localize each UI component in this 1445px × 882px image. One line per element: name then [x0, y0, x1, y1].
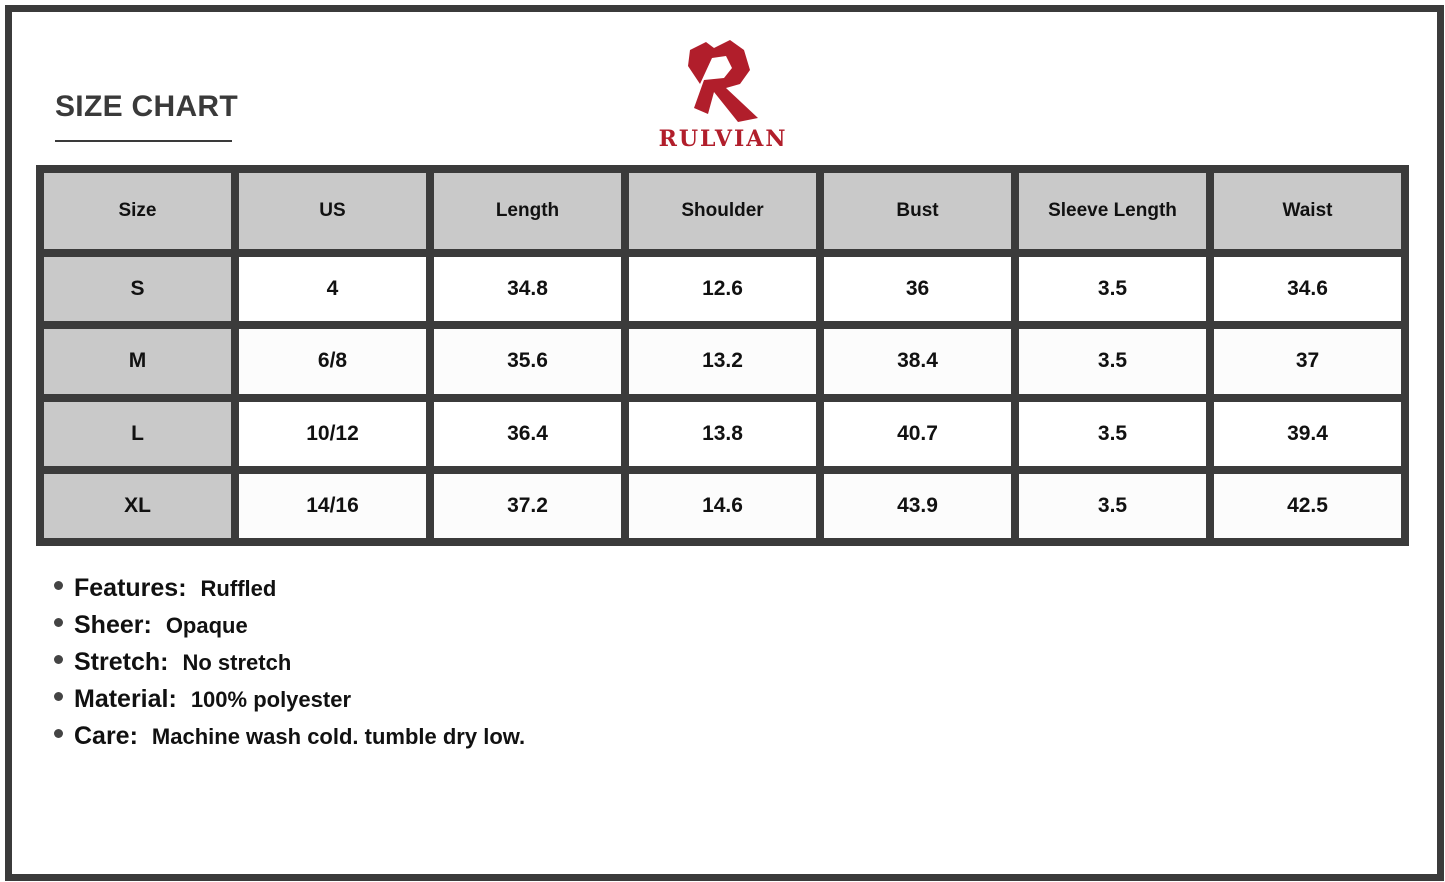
- feature-value: Machine wash cold. tumble dry low.: [151, 724, 526, 749]
- feature-value: Ruffled: [200, 576, 277, 601]
- rulvian-r-logo-icon: [684, 38, 762, 126]
- table-cell: 14.6: [629, 474, 816, 538]
- table-cell: 10/12: [239, 402, 426, 466]
- table-cell: 43.9: [824, 474, 1011, 538]
- brand-logo: [648, 38, 798, 153]
- table-cell: 38.4: [824, 329, 1011, 393]
- list-item: [54, 611, 525, 648]
- table-cell: 3.5: [1019, 257, 1206, 321]
- feature-value: 100% polyester: [190, 687, 352, 712]
- table-cell: XL: [44, 474, 231, 538]
- bullet-icon: [54, 729, 63, 738]
- table-cell: L: [44, 402, 231, 466]
- table-cell: 3.5: [1019, 402, 1206, 466]
- title-underline: [55, 140, 232, 142]
- table-cell: 37: [1214, 329, 1401, 393]
- list-item: [54, 685, 525, 722]
- table-cell: M: [44, 329, 231, 393]
- feature-value: Opaque: [165, 613, 248, 638]
- table-cell: 4: [239, 257, 426, 321]
- table-cell: 14/16: [239, 474, 426, 538]
- feature-label: Sheer:: [74, 611, 152, 639]
- table-row: [44, 402, 1401, 466]
- table-row: [44, 474, 1401, 538]
- table-cell: 36: [824, 257, 1011, 321]
- header-sleeve-length: Sleeve Length: [1019, 173, 1206, 249]
- header-waist: Waist: [1214, 173, 1401, 249]
- table-cell: 34.6: [1214, 257, 1401, 321]
- table-cell: 3.5: [1019, 474, 1206, 538]
- header-us: US: [239, 173, 426, 249]
- list-item: [54, 722, 525, 759]
- bullet-icon: [54, 581, 63, 590]
- table-cell: S: [44, 257, 231, 321]
- feature-label: Material:: [74, 685, 177, 713]
- list-item: [54, 574, 525, 611]
- table-cell: 12.6: [629, 257, 816, 321]
- feature-label: Features:: [74, 574, 187, 602]
- table-cell: 35.6: [434, 329, 621, 393]
- list-item: [54, 648, 525, 685]
- table-cell: 3.5: [1019, 329, 1206, 393]
- bullet-icon: [54, 655, 63, 664]
- table-cell: 40.7: [824, 402, 1011, 466]
- feature-label: Care:: [74, 722, 138, 750]
- feature-list: [54, 574, 525, 759]
- table-row: [44, 329, 1401, 393]
- header-shoulder: Shoulder: [629, 173, 816, 249]
- table-cell: 34.8: [434, 257, 621, 321]
- header-size: Size: [44, 173, 231, 249]
- page-title: SIZE CHART: [55, 90, 238, 123]
- table-cell: 36.4: [434, 402, 621, 466]
- table-cell: 42.5: [1214, 474, 1401, 538]
- table-header-row: [44, 173, 1401, 249]
- table-cell: 37.2: [434, 474, 621, 538]
- bullet-icon: [54, 618, 63, 627]
- brand-name: RULVIAN: [658, 126, 788, 152]
- bullet-icon: [54, 692, 63, 701]
- size-chart-table: [36, 165, 1409, 546]
- table-cell: 13.8: [629, 402, 816, 466]
- feature-label: Stretch:: [74, 648, 169, 676]
- feature-value: No stretch: [182, 650, 292, 675]
- header-bust: Bust: [824, 173, 1011, 249]
- table-cell: 13.2: [629, 329, 816, 393]
- table-cell: 6/8: [239, 329, 426, 393]
- table-row: [44, 257, 1401, 321]
- header-length: Length: [434, 173, 621, 249]
- table-cell: 39.4: [1214, 402, 1401, 466]
